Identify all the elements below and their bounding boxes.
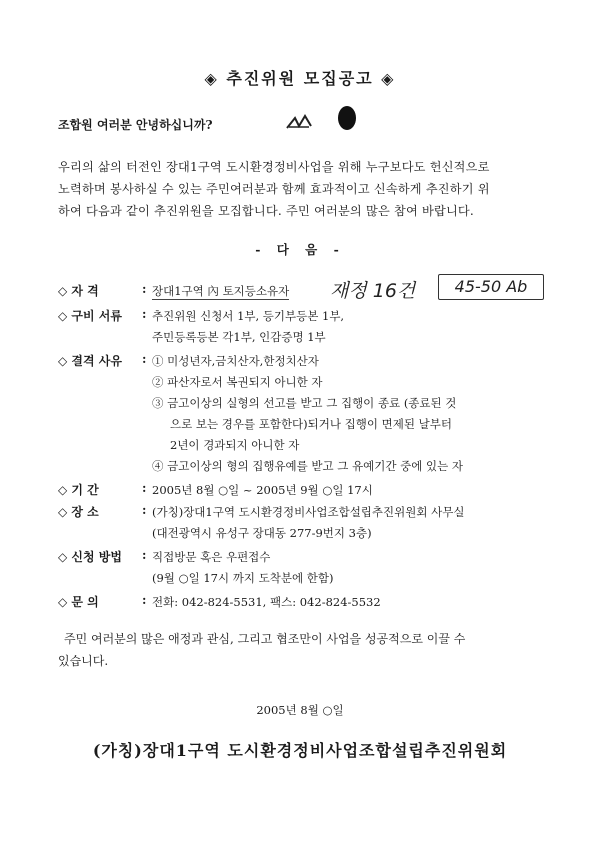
colon: : [142,307,147,321]
method-line-1: 직접방문 혹은 우편접수 [152,550,271,564]
place-line-1: (가칭)장대1구역 도시환경정비사업조합설립추진위원회 사무실 [152,505,465,519]
disqualification-line-2: ② 파산자로서 복권되지 아니한 자 [152,375,323,389]
handwritten-note: 재정 16건 [330,280,416,302]
label-method: ◇ 신청 방법 [58,550,122,564]
colon: : [142,548,147,562]
colon: : [142,503,147,517]
disqualification-line-5: 2년이 경과되지 아니한 자 [170,438,300,452]
disqualification-line-4: 으로 보는 경우를 포함한다)되거나 집행이 면제된 날부터 [170,417,452,431]
period-value: 2005년 8월 ○일 ~ 2005년 9월 ○일 17시 [152,483,373,497]
colon: : [142,593,147,607]
method-line-2: (9월 ○일 17시 까지 도착분에 한함) [152,571,334,585]
place-line-2: (대전광역시 유성구 장대동 277-9번지 3층) [152,526,372,540]
colon: : [142,282,147,296]
page-title: ◈ 추진위원 모집공고 ◈ [204,69,396,88]
documents-line-2: 주민등록등본 각1부, 인감증명 1부 [152,330,326,344]
label-contact: ◇ 문 의 [58,595,99,609]
disqualification-line-3: ③ 금고이상의 실형의 선고를 받고 그 집행이 종료 (종료된 것 [152,396,457,410]
label-period: ◇ 기 간 [58,483,99,497]
disqualification-line-6: ④ 금고이상의 형의 집행유예를 받고 그 유예기간 중에 있는 자 [152,459,464,473]
handwritten-box-note: 45-50 Ab [438,274,544,300]
ink-blot-mark [336,104,358,132]
intro-line-3: 하여 다음과 같이 추진위원을 모집합니다. 주민 여러분의 많은 참여 바랍니다. [58,204,474,218]
intro-line-2: 노력하며 봉사하실 수 있는 주민여러분과 함께 효과적이고 신속하게 추진하기 위 [58,182,490,196]
organization-name: (가칭)장대1구역 도시환경정비사업조합설립추진위원회 [92,741,508,760]
disqualification-line-1: ① 미성년자,금치산자,한정치산자 [152,354,319,368]
label-disqualification: ◇ 결격 사유 [58,354,122,368]
documents-line-1: 추진위원 신청서 1부, 등기부등본 1부, [152,309,345,323]
colon: : [142,481,147,495]
label-place: ◇ 장 소 [58,505,99,519]
intro-line-1: 우리의 삶의 터전인 장대1구역 도시환경정비사업을 위해 누구보다도 헌신적으로 [58,160,490,174]
closing-line-1: 주민 여러분의 많은 애정과 관심, 그리고 협조만이 사업을 성공적으로 이끌 수 [64,632,466,646]
label-documents: ◇ 구비 서류 [58,309,122,323]
closing-line-2: 있습니다. [58,654,109,668]
label-qualification: ◇ 자 격 [58,284,99,298]
colon: : [142,352,147,366]
contact-value: 전화: 042-824-5531, 팩스: 042-824-5532 [152,595,381,609]
notice-date: 2005년 8월 ○일 [256,703,344,717]
qualification-value: 장대1구역 內 토지등소유자 [152,284,290,298]
greeting: 조합원 여러분 안녕하십니까? [58,118,213,132]
section-heading: - 다 음 - [255,242,345,257]
